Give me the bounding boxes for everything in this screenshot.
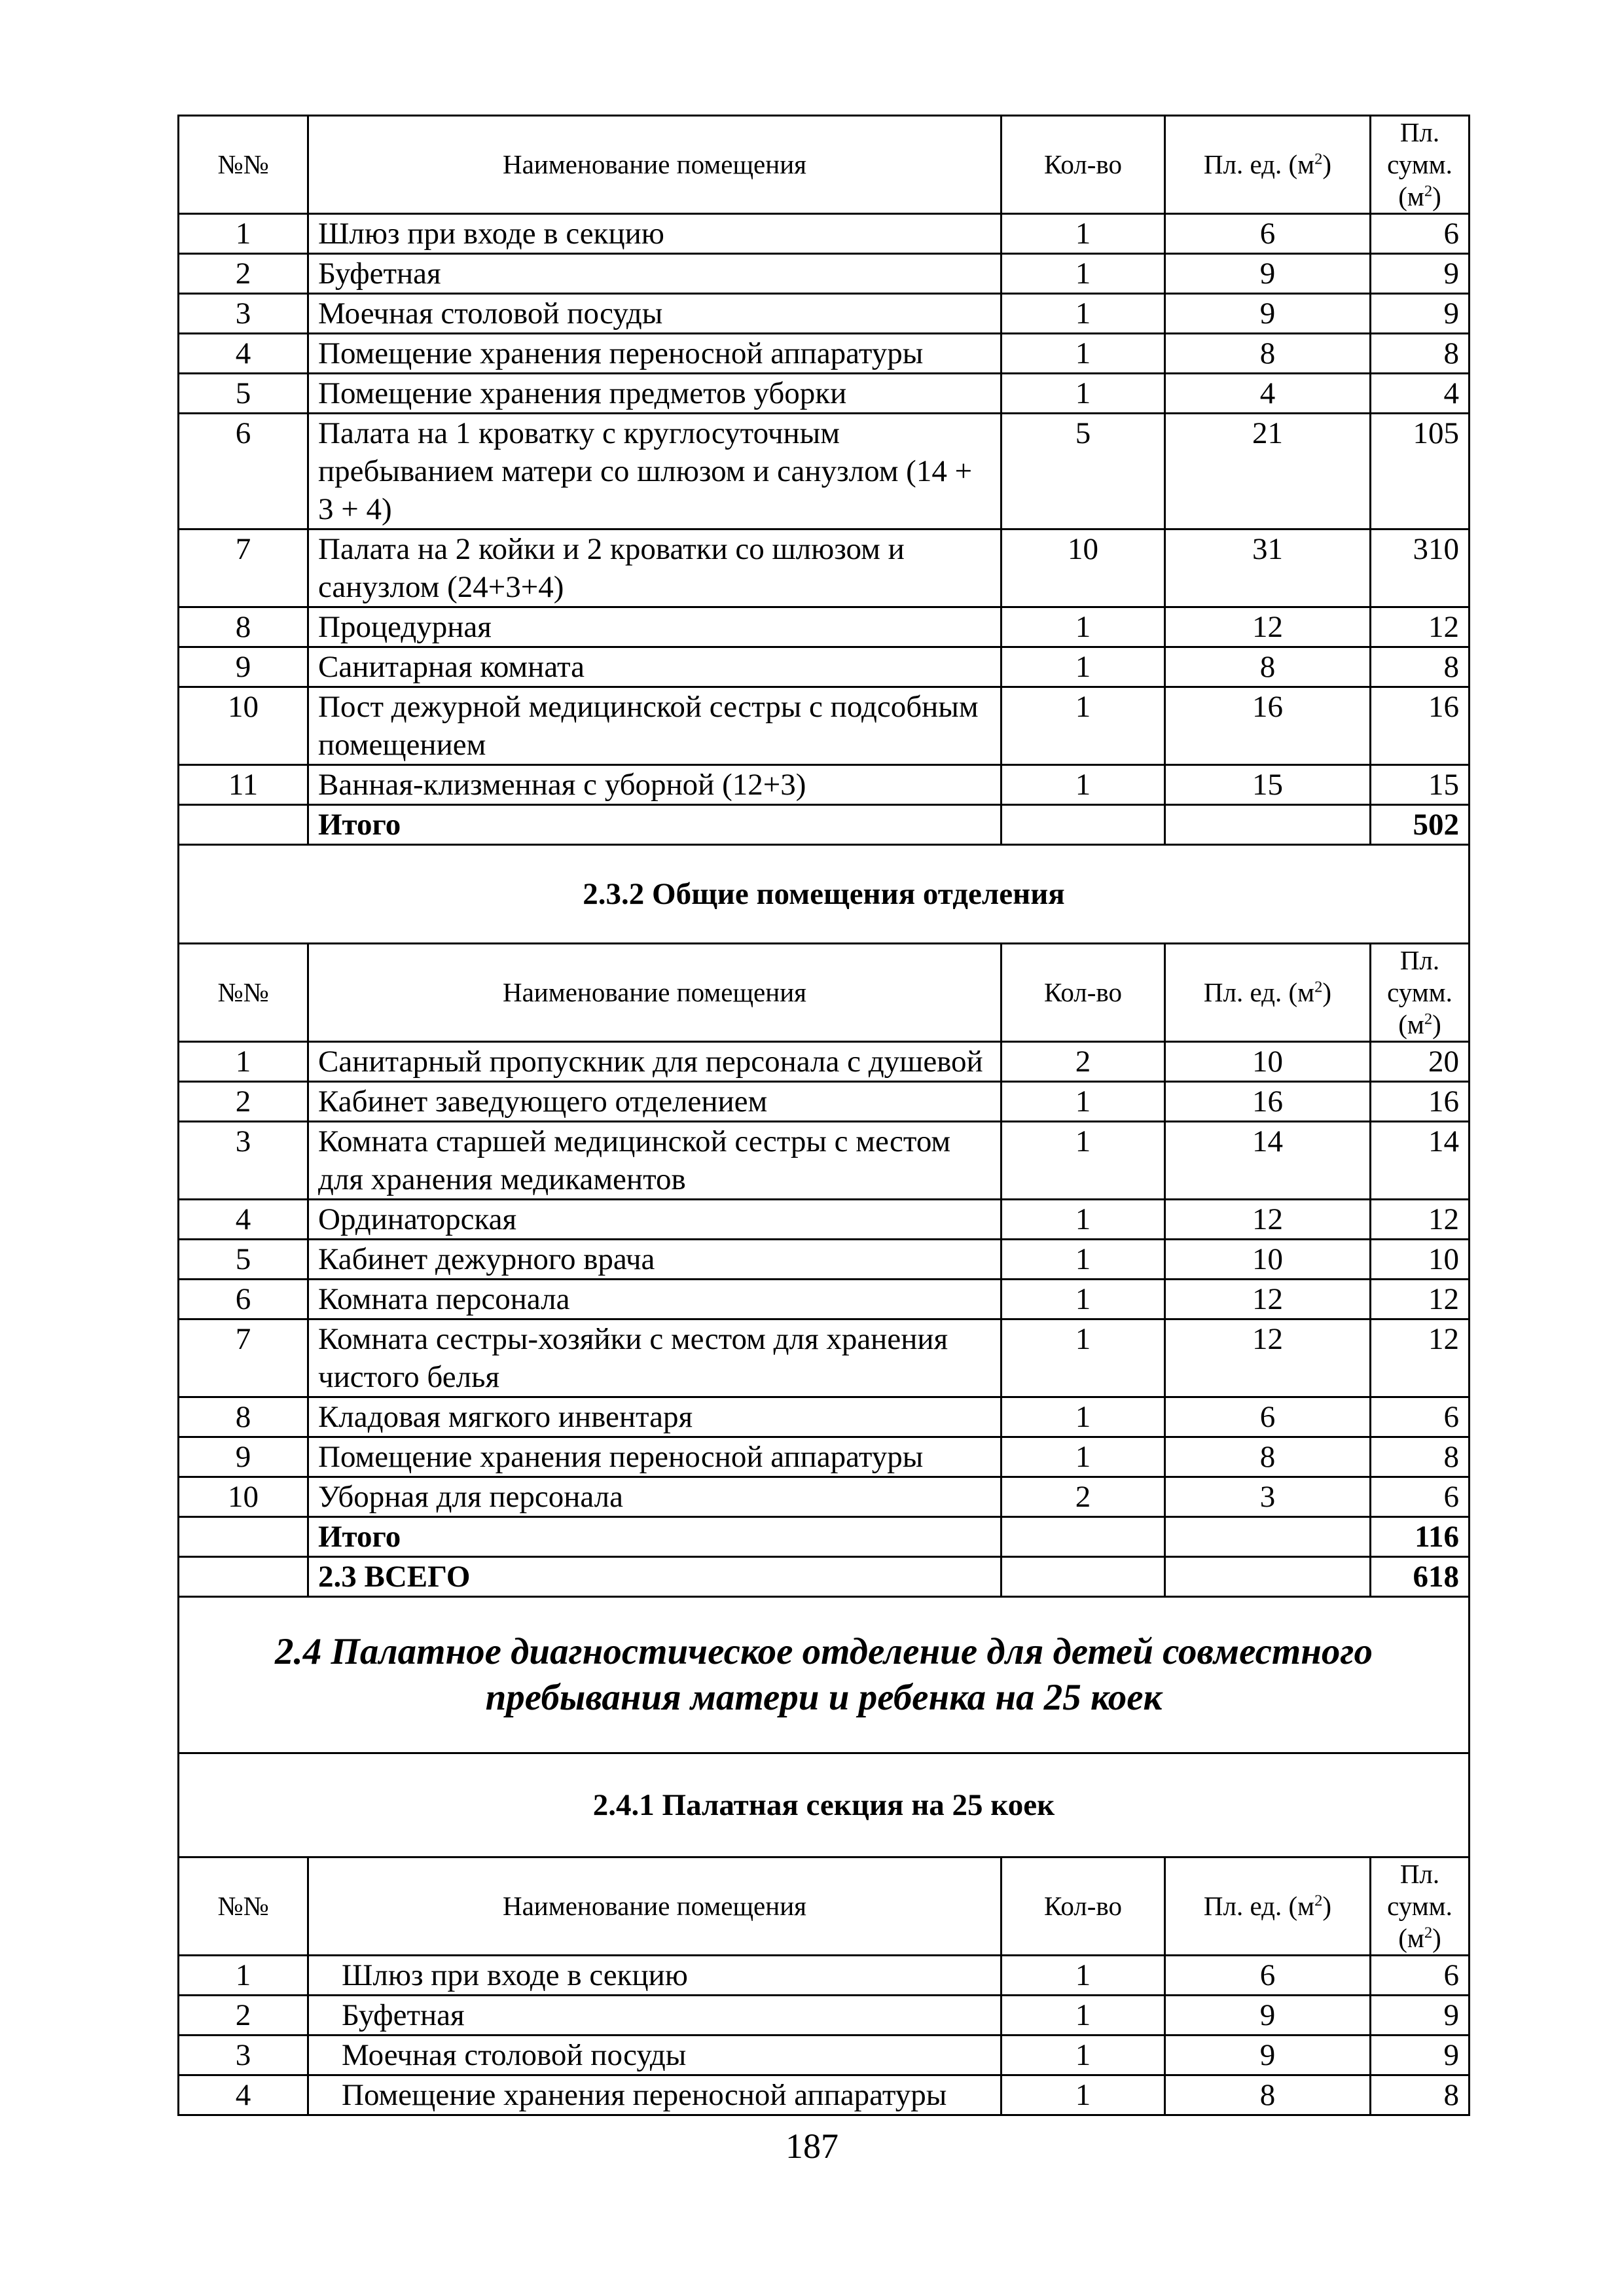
- unit-area: 9: [1165, 294, 1371, 334]
- total-label: Итого: [308, 805, 1001, 845]
- room-quantity: 1: [1001, 1956, 1165, 1996]
- unit-area: 6: [1165, 214, 1371, 254]
- room-quantity: 1: [1001, 2036, 1165, 2075]
- table-row: [179, 687, 1470, 765]
- room-name: Процедурная: [308, 607, 1001, 647]
- section-heading-2-3-2: [179, 845, 1470, 944]
- row-number: 7: [179, 1319, 308, 1397]
- room-quantity: 1: [1001, 1240, 1165, 1280]
- page-number: 187: [785, 2126, 839, 2166]
- total-area: 9: [1371, 254, 1470, 294]
- room-quantity: 5: [1001, 414, 1165, 529]
- room-name: Помещение хранения переносной аппаратуры: [308, 334, 1001, 374]
- room-quantity: 1: [1001, 1200, 1165, 1240]
- room-name: Комната персонала: [308, 1280, 1001, 1319]
- header-sum-area: Пл. сумм. $(м^2)$: [1371, 1857, 1470, 1956]
- header-name: Наименование помещения: [308, 944, 1001, 1042]
- header-sum-area: Пл. сумм. $(м^2)$: [1371, 116, 1470, 214]
- room-name: Кабинет заведующего отделением: [308, 1082, 1001, 1122]
- unit-area: 16: [1165, 687, 1371, 765]
- row-number: 9: [179, 1437, 308, 1477]
- table-row: [179, 1042, 1470, 1082]
- row-number: 4: [179, 2075, 308, 2115]
- row-number: 1: [179, 214, 308, 254]
- table-row: [179, 1240, 1470, 1280]
- unit-area: 15: [1165, 765, 1371, 805]
- room-quantity: 1: [1001, 1996, 1165, 2036]
- table-row: [179, 1397, 1470, 1437]
- total-area: 12: [1371, 1200, 1470, 1240]
- total-area: 16: [1371, 1082, 1470, 1122]
- unit-area: 8: [1165, 647, 1371, 687]
- header-unit-area: Пл. ед. $(м^2)$: [1165, 116, 1371, 214]
- table-row: [179, 607, 1470, 647]
- rooms-table: [177, 115, 1470, 2116]
- total-area: 12: [1371, 1319, 1470, 1397]
- row-number: 1: [179, 1956, 308, 1996]
- unit-area: 12: [1165, 1319, 1371, 1397]
- row-number: 10: [179, 1477, 308, 1517]
- room-name: Комната сестры-хозяйки с местом для хранения чистого белья: [308, 1319, 1001, 1397]
- unit-area: 14: [1165, 1122, 1371, 1200]
- total-area: 105: [1371, 414, 1470, 529]
- room-quantity: 1: [1001, 374, 1165, 414]
- unit-area: 8: [1165, 1437, 1371, 1477]
- room-quantity: 1: [1001, 1397, 1165, 1437]
- total-area: 10: [1371, 1240, 1470, 1280]
- table-row: [179, 254, 1470, 294]
- unit-area: 21: [1165, 414, 1371, 529]
- room-quantity: 1: [1001, 294, 1165, 334]
- total-area: 12: [1371, 1280, 1470, 1319]
- table-row: [179, 1477, 1470, 1517]
- header-qty: Кол-во: [1001, 944, 1165, 1042]
- row-number: 2: [179, 1996, 308, 2036]
- room-name: Помещение хранения переносной аппаратуры: [308, 2075, 1001, 2115]
- room-quantity: 1: [1001, 1280, 1165, 1319]
- total-area: 6: [1371, 214, 1470, 254]
- room-name: Моечная столовой посуды: [308, 294, 1001, 334]
- room-quantity: 1: [1001, 254, 1165, 294]
- room-name: Пост дежурной медицинской сестры с подсобным помещением: [308, 687, 1001, 765]
- table-header-row: [179, 1857, 1470, 1956]
- room-quantity: 1: [1001, 2075, 1165, 2115]
- total-value: 618: [1371, 1557, 1470, 1597]
- header-unit-area: Пл. ед. $(м^2)$: [1165, 944, 1371, 1042]
- room-name: Ванная-клизменная с уборной (12+3): [308, 765, 1001, 805]
- unit-area: 10: [1165, 1240, 1371, 1280]
- room-name: Кабинет дежурного врача: [308, 1240, 1001, 1280]
- table-row: [179, 1200, 1470, 1240]
- subtotal-row: [179, 805, 1470, 845]
- total-area: 15: [1371, 765, 1470, 805]
- unit-area: 12: [1165, 607, 1371, 647]
- room-quantity: 2: [1001, 1477, 1165, 1517]
- row-number: 4: [179, 1200, 308, 1240]
- section-heading-2-4-1: [179, 1753, 1470, 1857]
- unit-area: 8: [1165, 334, 1371, 374]
- total-area: 8: [1371, 647, 1470, 687]
- unit-area: 16: [1165, 1082, 1371, 1122]
- row-number: 5: [179, 374, 308, 414]
- total-value: 116: [1371, 1517, 1470, 1557]
- room-quantity: 1: [1001, 214, 1165, 254]
- unit-area: 6: [1165, 1956, 1371, 1996]
- total-area: 8: [1371, 1437, 1470, 1477]
- total-label: 2.3 ВСЕГО: [308, 1557, 1001, 1597]
- total-area: 8: [1371, 334, 1470, 374]
- header-num: №№: [179, 1857, 308, 1956]
- row-number: 6: [179, 414, 308, 529]
- total-empty-cell: [1001, 1557, 1165, 1597]
- table-row: [179, 214, 1470, 254]
- header-name: Наименование помещения: [308, 116, 1001, 214]
- header-unit-area: Пл. ед. $(м^2)$: [1165, 1857, 1371, 1956]
- room-name: Моечная столовой посуды: [308, 2036, 1001, 2075]
- row-number: 11: [179, 765, 308, 805]
- unit-area: 10: [1165, 1042, 1371, 1082]
- unit-area: 12: [1165, 1280, 1371, 1319]
- room-name: Помещение хранения предметов уборки: [308, 374, 1001, 414]
- room-quantity: 1: [1001, 1122, 1165, 1200]
- total-area: 8: [1371, 2075, 1470, 2115]
- total-empty-cell: [1001, 1517, 1165, 1557]
- total-empty-cell: [179, 805, 308, 845]
- total-label: Итого: [308, 1517, 1001, 1557]
- unit-area: 6: [1165, 1397, 1371, 1437]
- total-area: 9: [1371, 2036, 1470, 2075]
- section-heading-2-4-text: 2.4 Палатное диагностическое отделение для детей совместного пребывания матери и ребенка на 25 коек: [179, 1597, 1470, 1753]
- row-number: 6: [179, 1280, 308, 1319]
- total-empty-cell: [179, 1557, 308, 1597]
- total-area: 14: [1371, 1122, 1470, 1200]
- room-name: Уборная для персонала: [308, 1477, 1001, 1517]
- header-qty: Кол-во: [1001, 116, 1165, 214]
- total-empty-cell: [1165, 805, 1371, 845]
- table-row: [179, 2036, 1470, 2075]
- total-area: 12: [1371, 607, 1470, 647]
- table-row: [179, 374, 1470, 414]
- header-num: №№: [179, 116, 308, 214]
- header-num: №№: [179, 944, 308, 1042]
- table-row: [179, 2075, 1470, 2115]
- room-quantity: 1: [1001, 1319, 1165, 1397]
- table-row: [179, 765, 1470, 805]
- room-name: Палата на 2 койки и 2 кроватки со шлюзом и санузлом (24+3+4): [308, 529, 1001, 607]
- room-name: Шлюз при входе в секцию: [308, 214, 1001, 254]
- total-empty-cell: [179, 1517, 308, 1557]
- row-number: 4: [179, 334, 308, 374]
- table-row: [179, 529, 1470, 607]
- total-area: 20: [1371, 1042, 1470, 1082]
- room-name: Помещение хранения переносной аппаратуры: [308, 1437, 1001, 1477]
- table-row: [179, 334, 1470, 374]
- total-empty-cell: [1165, 1557, 1371, 1597]
- room-quantity: 1: [1001, 687, 1165, 765]
- table-row: [179, 1122, 1470, 1200]
- header-qty: Кол-во: [1001, 1857, 1165, 1956]
- section-heading-2-4: [179, 1597, 1470, 1753]
- table-row: [179, 1956, 1470, 1996]
- unit-area: 4: [1165, 374, 1371, 414]
- total-area: 6: [1371, 1397, 1470, 1437]
- room-name: Буфетная: [308, 254, 1001, 294]
- room-name: Комната старшей медицинской сестры с местом для хранения медикаментов: [308, 1122, 1001, 1200]
- total-area: 9: [1371, 1996, 1470, 2036]
- subtotal-row: [179, 1517, 1470, 1557]
- room-quantity: 1: [1001, 1437, 1165, 1477]
- unit-area: 3: [1165, 1477, 1371, 1517]
- table-row: [179, 1280, 1470, 1319]
- room-name: Ординаторская: [308, 1200, 1001, 1240]
- table-header-row: [179, 944, 1470, 1042]
- room-name: Палата на 1 кроватку с круглосуточным пребыванием матери со шлюзом и санузлом (14 + 3 + 4): [308, 414, 1001, 529]
- room-name: Санитарный пропускник для персонала с душевой: [308, 1042, 1001, 1082]
- row-number: 7: [179, 529, 308, 607]
- room-name: Санитарная комната: [308, 647, 1001, 687]
- total-area: 310: [1371, 529, 1470, 607]
- table-row: [179, 647, 1470, 687]
- rooms-table-body: [179, 116, 1470, 2115]
- row-number: 1: [179, 1042, 308, 1082]
- table-row: [179, 1437, 1470, 1477]
- header-name: Наименование помещения: [308, 1857, 1001, 1956]
- unit-area: 9: [1165, 1996, 1371, 2036]
- room-quantity: 1: [1001, 607, 1165, 647]
- room-quantity: 1: [1001, 1082, 1165, 1122]
- grand-total-row: [179, 1557, 1470, 1597]
- row-number: 3: [179, 2036, 308, 2075]
- table-row: [179, 1082, 1470, 1122]
- room-name: Шлюз при входе в секцию: [308, 1956, 1001, 1996]
- total-area: 16: [1371, 687, 1470, 765]
- table-row: [179, 1319, 1470, 1397]
- total-area: 9: [1371, 294, 1470, 334]
- room-quantity: 1: [1001, 334, 1165, 374]
- row-number: 8: [179, 607, 308, 647]
- table-header-row: [179, 116, 1470, 214]
- header-sum-area: Пл. сумм. $(м^2)$: [1371, 944, 1470, 1042]
- section-heading-2-4-1-text: 2.4.1 Палатная секция на 25 коек: [179, 1753, 1470, 1857]
- table-row: [179, 294, 1470, 334]
- row-number: 2: [179, 254, 308, 294]
- unit-area: 12: [1165, 1200, 1371, 1240]
- room-quantity: 2: [1001, 1042, 1165, 1082]
- table-row: [179, 1996, 1470, 2036]
- room-quantity: 1: [1001, 765, 1165, 805]
- row-number: 5: [179, 1240, 308, 1280]
- row-number: 10: [179, 687, 308, 765]
- total-empty-cell: [1165, 1517, 1371, 1557]
- unit-area: 9: [1165, 2036, 1371, 2075]
- total-area: 4: [1371, 374, 1470, 414]
- unit-area: 8: [1165, 2075, 1371, 2115]
- row-number: 9: [179, 647, 308, 687]
- row-number: 8: [179, 1397, 308, 1437]
- row-number: 3: [179, 294, 308, 334]
- section-heading-2-3-2-text: 2.3.2 Общие помещения отделения: [179, 845, 1470, 944]
- room-name: Буфетная: [308, 1996, 1001, 2036]
- room-name: Кладовая мягкого инвентаря: [308, 1397, 1001, 1437]
- room-quantity: 10: [1001, 529, 1165, 607]
- document-page: [177, 115, 1468, 2116]
- total-value: 502: [1371, 805, 1470, 845]
- row-number: 2: [179, 1082, 308, 1122]
- row-number: 3: [179, 1122, 308, 1200]
- total-area: 6: [1371, 1477, 1470, 1517]
- total-empty-cell: [1001, 805, 1165, 845]
- unit-area: 9: [1165, 254, 1371, 294]
- room-quantity: 1: [1001, 647, 1165, 687]
- table-row: [179, 414, 1470, 529]
- total-area: 6: [1371, 1956, 1470, 1996]
- unit-area: 31: [1165, 529, 1371, 607]
